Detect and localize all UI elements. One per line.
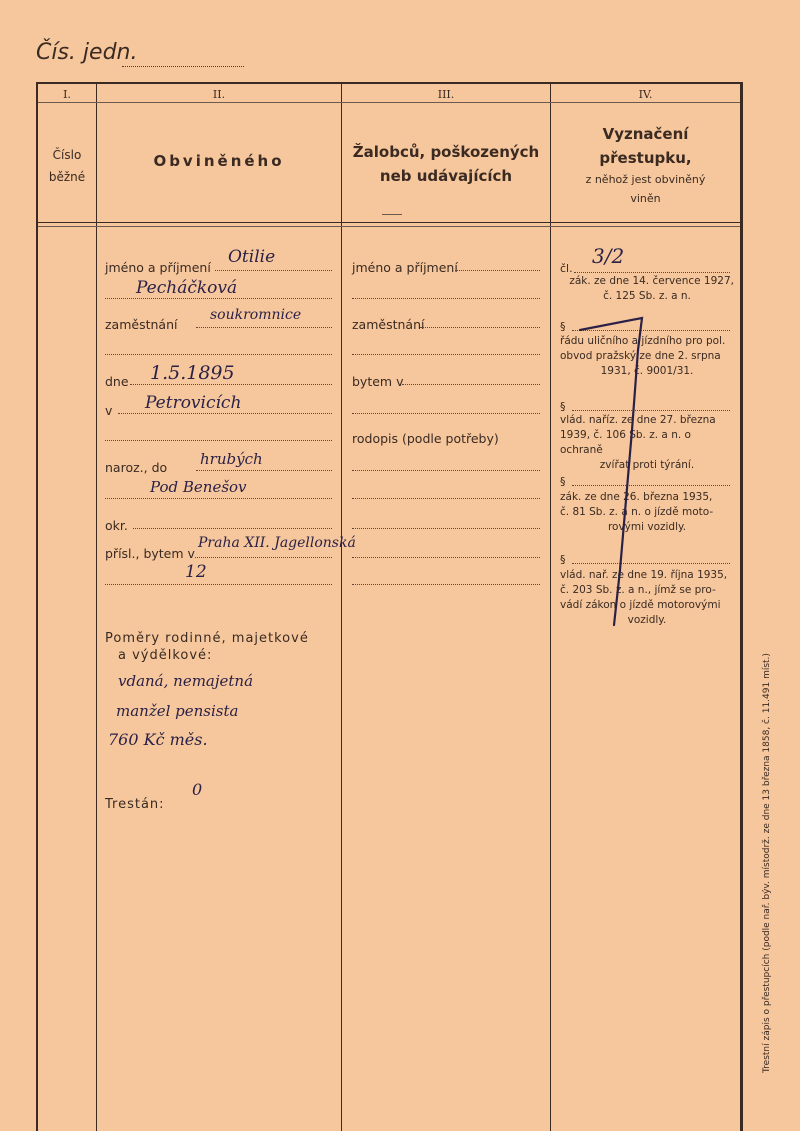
- document-number-label: Čís. jedn.: [36, 40, 138, 65]
- column-divider-1: [96, 84, 97, 1131]
- accused-residence-line-1: [195, 557, 332, 558]
- section-label-3: §: [560, 400, 566, 413]
- accused-occupation-line: [196, 327, 332, 328]
- roman-row-divider: [38, 102, 740, 103]
- complainant-residence-line: [402, 384, 540, 385]
- accused-jurisdiction-line-1: [196, 470, 332, 471]
- law-5-line-3: vádí zákon o jízdě motorovými: [560, 599, 721, 611]
- punished-label: Trestán:: [105, 797, 165, 812]
- header-bottom-border: [38, 222, 740, 223]
- col3-header: [342, 140, 550, 188]
- col4-header-line1: Vyznačení: [602, 125, 689, 143]
- law-4-line-2: č. 81 Sb. z. a n. o jízdě moto-: [560, 506, 714, 518]
- accused-district-label: okr.: [105, 518, 128, 533]
- accused-date-label: dne: [105, 374, 129, 389]
- col1-header: [38, 144, 96, 188]
- accused-place-label: v: [105, 403, 113, 418]
- column-divider-2: [341, 84, 342, 1131]
- family-label-1: Poměry rodinné, majetkové: [105, 631, 309, 646]
- complainant-occupation-line: [420, 327, 540, 328]
- law-1-line-1: zák. ze dne 14. července 1927,: [569, 275, 734, 287]
- section-label-5: §: [560, 553, 566, 566]
- complainant-biography-line-5: [352, 584, 540, 585]
- accused-date-value[interactable]: 1.5.1895: [150, 362, 235, 384]
- accused-occupation-value[interactable]: soukromnice: [210, 307, 302, 323]
- accused-name-value-2[interactable]: Pecháčková: [136, 278, 238, 298]
- law-5-line-4: vozidly.: [627, 614, 667, 626]
- law-2-line-1: řádu uličního a jízdního pro pol.: [560, 335, 726, 347]
- complainant-name-line-2: [352, 298, 540, 299]
- accused-residence-label: přísl., bytem v: [105, 546, 195, 561]
- table-left-border: [36, 82, 38, 1131]
- complainant-occupation-label: zaměstnání: [352, 317, 425, 332]
- article-value[interactable]: 3/2: [592, 244, 625, 268]
- law-5-line-1: vlád. nař. ze dne 19. října 1935,: [560, 569, 728, 581]
- accused-place-value[interactable]: Petrovicích: [145, 393, 242, 413]
- accused-jurisdiction-line-2: [105, 498, 332, 499]
- col3-header-dash: [382, 214, 402, 215]
- complainant-biography-line-3: [352, 528, 540, 529]
- law-4-line-1: zák. ze dne 26. března 1935,: [560, 491, 713, 503]
- law-1-line-2: č. 125 Sb. z. a n.: [603, 290, 691, 302]
- accused-district-line: [133, 528, 332, 529]
- accused-residence-line-2: [105, 584, 332, 585]
- column-divider-3: [550, 84, 551, 1131]
- complainant-residence-line-2: [352, 413, 540, 414]
- law-3-line-1: vlád. naříz. ze dne 27. března: [560, 414, 716, 426]
- section-label-2: §: [560, 320, 566, 333]
- accused-residence-value-2[interactable]: 12: [185, 562, 207, 582]
- accused-name-value-1[interactable]: Otilie: [228, 247, 276, 267]
- law-block-1: [560, 274, 734, 304]
- complainant-occupation-line-2: [352, 354, 540, 355]
- complainant-biography-line-1: [352, 470, 540, 471]
- accused-occupation-label: zaměstnání: [105, 317, 178, 332]
- col4-header-line2: přestupku,: [599, 149, 692, 167]
- family-value-3[interactable]: 760 Kč měs.: [108, 730, 208, 749]
- accused-residence-value-1[interactable]: Praha XII. Jagellonská: [198, 535, 356, 551]
- side-form-note: Trestní zápis o přestupcích (podle nař. býv. místodrž. ze dne 13 března 1858, č. 11.491 míst.): [762, 653, 772, 1073]
- accused-name-line-2: [105, 298, 332, 299]
- accused-jurisdiction-value-1[interactable]: hrubých: [200, 450, 263, 468]
- table-top-border: [36, 82, 742, 84]
- col1-header-line2: běžné: [48, 170, 86, 184]
- accused-place-line: [118, 413, 332, 414]
- col-number-1: I.: [63, 88, 71, 101]
- accused-date-line: [130, 384, 332, 385]
- col4-header: [551, 122, 740, 208]
- accused-jurisdiction-label: naroz., do: [105, 460, 168, 475]
- complainant-biography-line-4: [352, 557, 540, 558]
- col-number-3: III.: [437, 88, 455, 101]
- law-3-line-2: 1939, č. 106 Sb. z. a n. o ochraně: [560, 429, 691, 456]
- col-number-2: II.: [212, 88, 226, 101]
- section-label-4: §: [560, 475, 566, 488]
- law-2-line-3: 1931, č. 9001/31.: [600, 365, 694, 377]
- col2-header: Obviněného: [153, 152, 285, 170]
- article-line: [574, 272, 730, 273]
- accused-jurisdiction-value-2[interactable]: Pod Benešov: [150, 478, 247, 496]
- handwritten-check-mark: [560, 310, 680, 640]
- col1-header-line1: Číslo: [52, 148, 82, 162]
- table-right-border: [740, 82, 743, 1131]
- col3-header-line2: neb udávajících: [379, 167, 513, 185]
- family-value-2[interactable]: manžel pensista: [116, 702, 239, 720]
- family-value-1[interactable]: vdaná, nemajetná: [118, 672, 254, 690]
- document-number-field[interactable]: [122, 66, 244, 67]
- header-bottom-border-inner: [38, 226, 740, 227]
- article-label: čl.: [560, 262, 573, 275]
- accused-name-line-1: [215, 270, 332, 271]
- accused-name-label: jméno a příjmení: [105, 260, 211, 275]
- complainant-biography-label: rodopis (podle potřeby): [352, 431, 499, 446]
- family-label-2: a výdělkové:: [118, 648, 213, 663]
- punished-value[interactable]: 0: [192, 780, 203, 799]
- complainant-name-line: [455, 270, 540, 271]
- accused-place-line-2: [105, 440, 332, 441]
- col-number-4: IV.: [638, 88, 653, 101]
- accused-occupation-line-2: [105, 354, 332, 355]
- complainant-name-label: jméno a příjmení: [352, 260, 458, 275]
- law-2-line-2: obvod pražský ze dne 2. srpna: [560, 350, 721, 362]
- col3-header-line1: Žalobců, poškozených: [352, 143, 540, 161]
- law-4-line-3: rovými vozidly.: [607, 521, 687, 533]
- col4-header-sub1: z něhož jest obviněný: [585, 173, 706, 186]
- law-3-line-3: zvířat proti týrání.: [599, 459, 695, 471]
- complainant-biography-line-2: [352, 498, 540, 499]
- law-5-line-2: č. 203 Sb. z. a n., jímž se pro-: [560, 584, 716, 596]
- col4-header-sub2: viněn: [630, 192, 661, 205]
- complainant-residence-label: bytem v: [352, 374, 404, 389]
